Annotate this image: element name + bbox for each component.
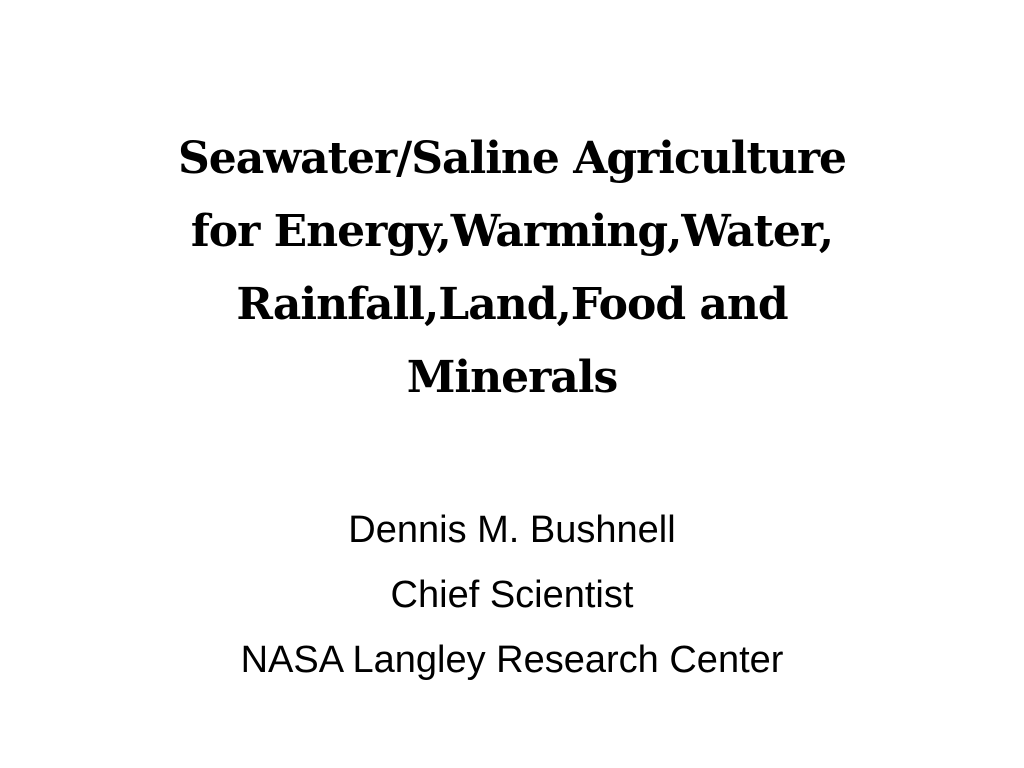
title-line-1: Seawater/Saline Agriculture	[177, 133, 847, 184]
slide-title	[80, 122, 944, 414]
author-role: Chief Scientist	[390, 574, 634, 616]
title-line-4: Minerals	[406, 352, 618, 403]
title-line-2: for Energy,Warming,Water,	[190, 206, 834, 257]
slide-subtitle	[80, 498, 944, 693]
title-line-3: Rainfall,Land,Food and	[236, 279, 788, 330]
author-organization: NASA Langley Research Center	[240, 639, 784, 681]
author-name: Dennis M. Bushnell	[348, 509, 676, 551]
